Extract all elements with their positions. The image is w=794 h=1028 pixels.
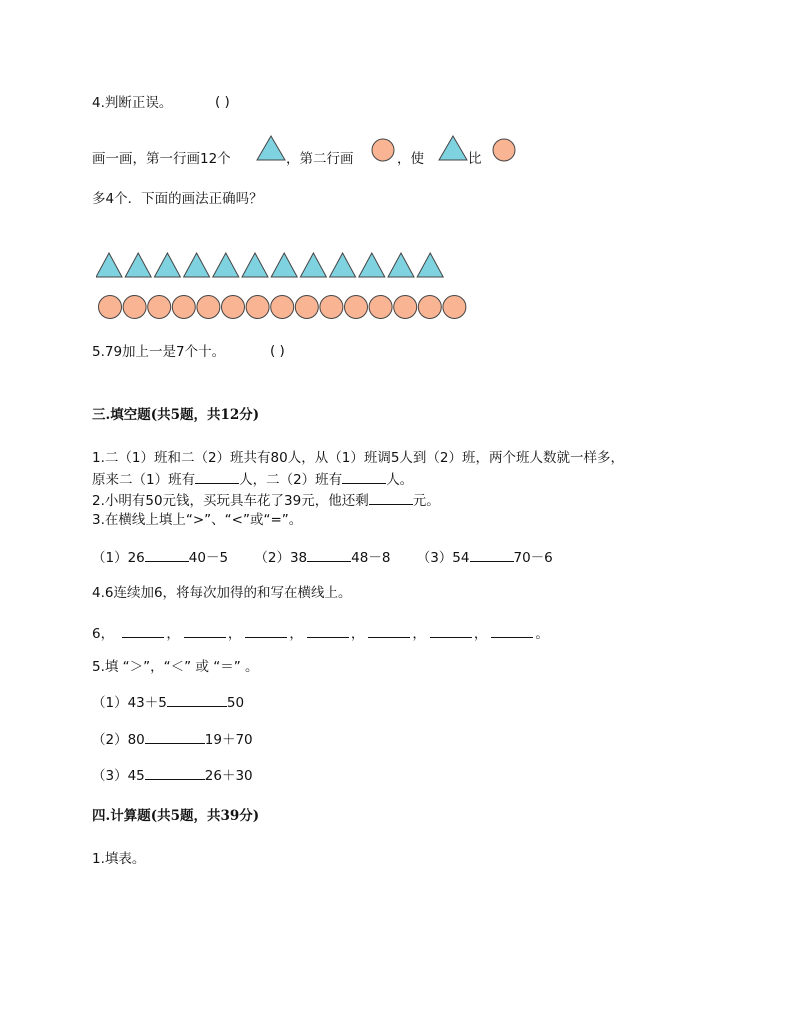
section-title: 三.填空题(共5题，共12分) (92, 407, 260, 423)
separator: ， (166, 626, 180, 642)
circle-shape (345, 296, 368, 319)
question-5-text: 5.79加上一是7个十。 (92, 344, 226, 360)
triangle-shape (125, 253, 151, 277)
answer-blank[interactable] (430, 624, 472, 638)
instruction-line-2: 多4个．下面的画法正确吗？ (92, 191, 263, 207)
left-expression: （2）80 (92, 732, 145, 748)
answer-blank[interactable] (145, 548, 189, 562)
triangle-row (96, 252, 456, 278)
fill-question-2 (92, 491, 440, 510)
sequence-start: 6， (92, 626, 115, 642)
answer-blank[interactable] (122, 624, 164, 638)
answer-blank[interactable] (368, 624, 410, 638)
item-label: （2）38 (254, 550, 308, 566)
triangle-shape (388, 253, 414, 277)
text: 元。 (412, 493, 440, 509)
answer-blank[interactable] (369, 491, 413, 505)
circle-shape (197, 296, 220, 319)
text: 2.小明有50元钱，买玩具车花了39元，他还剩 (92, 493, 369, 509)
comparison-row (92, 548, 553, 567)
item-right: 70－6 (513, 550, 553, 566)
right-expression: 26＋30 (204, 768, 253, 784)
separator: ， (227, 626, 242, 642)
circle-shape (246, 296, 269, 319)
fill-question-1-line-1: 1.二（1）班和二（2）班共有80人，从（1）班调5人到（2）班，两个班人数就一样多， (92, 450, 625, 466)
separator: ， (412, 626, 426, 642)
separator: 。 (535, 626, 549, 642)
right-expression: 50 (226, 695, 245, 711)
text: 人，二（2）班有 (239, 472, 343, 488)
compare-item-3 (92, 766, 253, 785)
triangle-shape (184, 253, 210, 277)
answer-blank[interactable] (342, 470, 386, 484)
comparison-item (417, 550, 553, 566)
instruction-part-2: ，第二行画 (286, 151, 354, 167)
comparison-item (254, 550, 394, 566)
triangle-shape (359, 253, 385, 277)
instruction-part-4: 比 (468, 151, 482, 167)
answer-blank[interactable] (184, 624, 226, 638)
triangle-shape (271, 253, 297, 277)
text: 原来二（1）班有 (92, 472, 196, 488)
circle-shape (123, 296, 146, 319)
compare-item-1 (92, 693, 244, 712)
answer-blank[interactable] (145, 730, 205, 744)
instruction-part-1: 画一画，第一行画12个 (92, 151, 231, 167)
circle-row (98, 295, 498, 321)
triangle-shape (213, 253, 239, 277)
section-title: 四.计算题(共5题，共39分) (92, 808, 260, 824)
triangle-shape (96, 253, 122, 277)
triangle-icon (256, 135, 286, 161)
circle-shape (271, 296, 294, 319)
right-expression: 19＋70 (204, 732, 253, 748)
triangle-shape (417, 253, 443, 277)
item-right: 48－8 (351, 550, 391, 566)
circle-shape (99, 296, 122, 319)
answer-blank[interactable] (307, 624, 349, 638)
answer-blank[interactable] (167, 693, 227, 707)
answer-blank[interactable] (307, 548, 351, 562)
compare-item-2 (92, 730, 253, 749)
circle-icon (492, 138, 516, 162)
calc-question-1: 1.填表。 (92, 851, 146, 867)
left-expression: （1）43＋5 (92, 695, 167, 711)
question-4-text: 4.判断正误。 (92, 95, 173, 111)
triangle-shape (154, 253, 180, 277)
item-right: 40－5 (188, 550, 229, 566)
left-expression: （3）45 (92, 768, 145, 784)
answer-parentheses: ( ) (215, 94, 230, 110)
circle-shape (172, 296, 195, 319)
triangle-shape (242, 253, 268, 277)
fill-question-1-line-2 (92, 470, 413, 489)
circle-shape (295, 296, 318, 319)
sequence-line (92, 624, 549, 643)
triangle-icon (438, 135, 468, 161)
item-label: （1）26 (92, 550, 145, 566)
answer-blank[interactable] (145, 766, 205, 780)
circle-shape (394, 296, 417, 319)
answer-blank[interactable] (470, 548, 514, 562)
circle-shape (443, 296, 466, 319)
comparison-item (92, 550, 232, 566)
fill-question-3: 3.在横线上填上“>”、“<”或“=”。 (92, 512, 303, 528)
separator: ， (289, 626, 303, 642)
circle-shape (148, 296, 171, 319)
fill-question-4: 4.6连续加6，将每次加得的和写在横线上。 (92, 585, 352, 601)
circle-shape (222, 296, 245, 319)
item-label: （3）54 (416, 550, 470, 566)
answer-parentheses: ( ) (270, 343, 285, 359)
circle-shape (418, 296, 441, 319)
separator: ， (473, 626, 488, 642)
instruction-part-3: ，使 (397, 151, 424, 167)
fill-question-5: 5.填 “＞”，“＜” 或 “＝” 。 (92, 659, 259, 675)
triangle-shape (330, 253, 356, 277)
separator: ， (350, 626, 365, 642)
text: 人。 (386, 472, 414, 488)
circle-icon (371, 138, 395, 162)
triangle-shape (300, 253, 326, 277)
answer-blank[interactable] (195, 470, 239, 484)
circle-shape (369, 296, 392, 319)
circle-shape (320, 296, 343, 319)
answer-blank[interactable] (245, 624, 287, 638)
answer-blank[interactable] (491, 624, 533, 638)
